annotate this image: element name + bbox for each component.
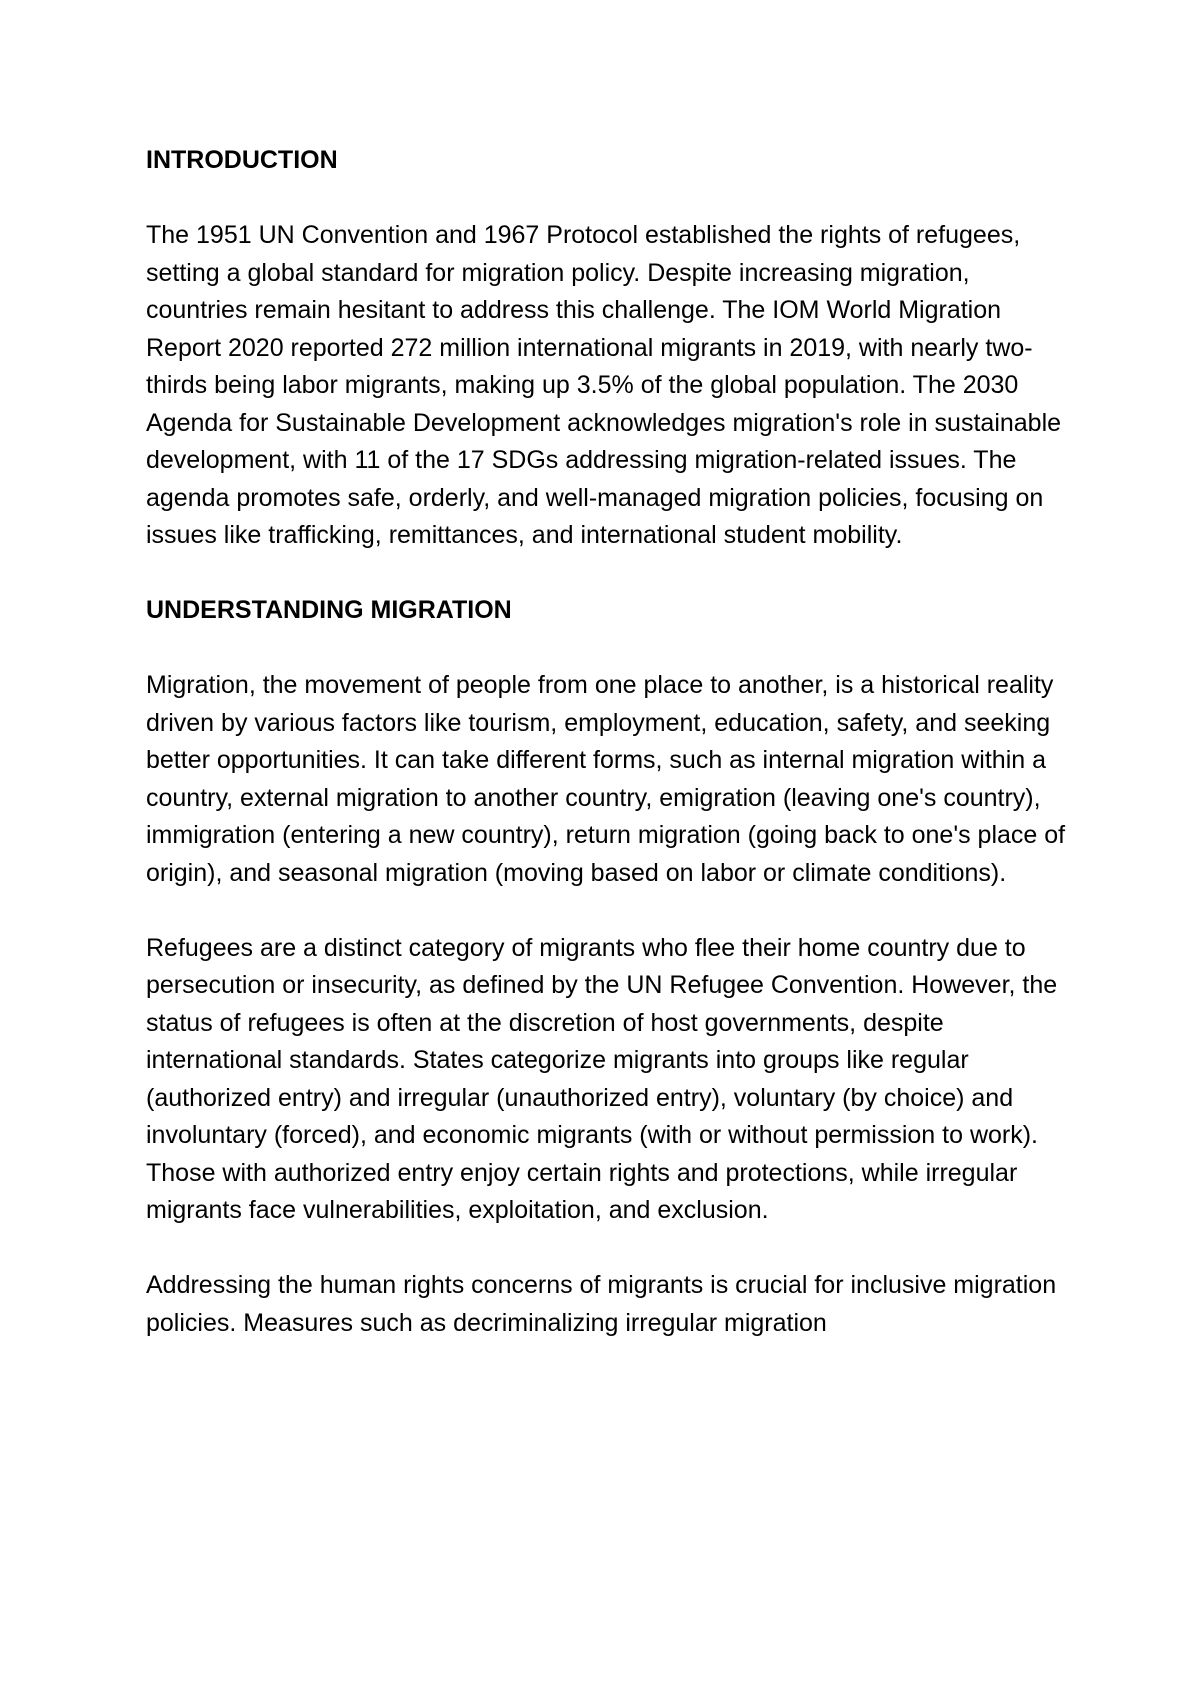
section-heading-introduction: INTRODUCTION: [146, 146, 338, 174]
migration-definition-paragraph: Migration, the movement of people from one place to another, is a historical reality driven by various factors like tourism, employment, education, safety, and seeking better opportunities. It can take different forms, such as internal migration within a country, external migration to another country, emigration (leaving one's country), immigration (entering a new country), return migration (going back to one's place of origin), and seasonal migration (moving based on labor or climate conditions).: [146, 671, 1066, 887]
refugees-paragraph: Refugees are a distinct category of migrants who flee their home country due to persecution or insecurity, as defined by the UN Refugee Convention. However, the status of refugees is often at the discretion of host governments, despite international standards. States categorize migrants into groups like regular (authorized entry) and irregular (unauthorized entry), voluntary (by choice) and involuntary (forced), and economic migrants (with or without permission to work). Those with authorized entry enjoy certain rights and protections, while irregular migrants face vulnerabilities, exploitation, and exclusion.: [146, 933, 1058, 1224]
human-rights-paragraph: Addressing the human rights concerns of migrants is crucial for inclusive migration policies. Measures such as decriminalizing irregular migration: [146, 1271, 1057, 1337]
spacer: [146, 1230, 1066, 1268]
spacer: [146, 555, 1066, 593]
introduction-paragraph: The 1951 UN Convention and 1967 Protocol established the rights of refugees, setting a global standard for migration policy. Despite increasing migration, countries remain hesitant to address this challenge. The IOM World Migration Report 2020 reported 272 million international migrants in 2019, with nearly two-thirds being labor migrants, making up 3.5% of the global population. The 2030 Agenda for Sustainable Development acknowledges migration's role in sustainable development, with 11 of the 17 SDGs addressing migration-related issues. The agenda promotes safe, orderly, and well-managed migration policies, focusing on issues like trafficking, remittances, and international student mobility.: [146, 221, 1062, 549]
spacer: [146, 180, 1066, 218]
document-body: [146, 142, 1066, 1342]
spacer: [146, 630, 1066, 668]
spacer: [146, 892, 1066, 930]
section-heading-understanding-migration: UNDERSTANDING MIGRATION: [146, 596, 512, 624]
